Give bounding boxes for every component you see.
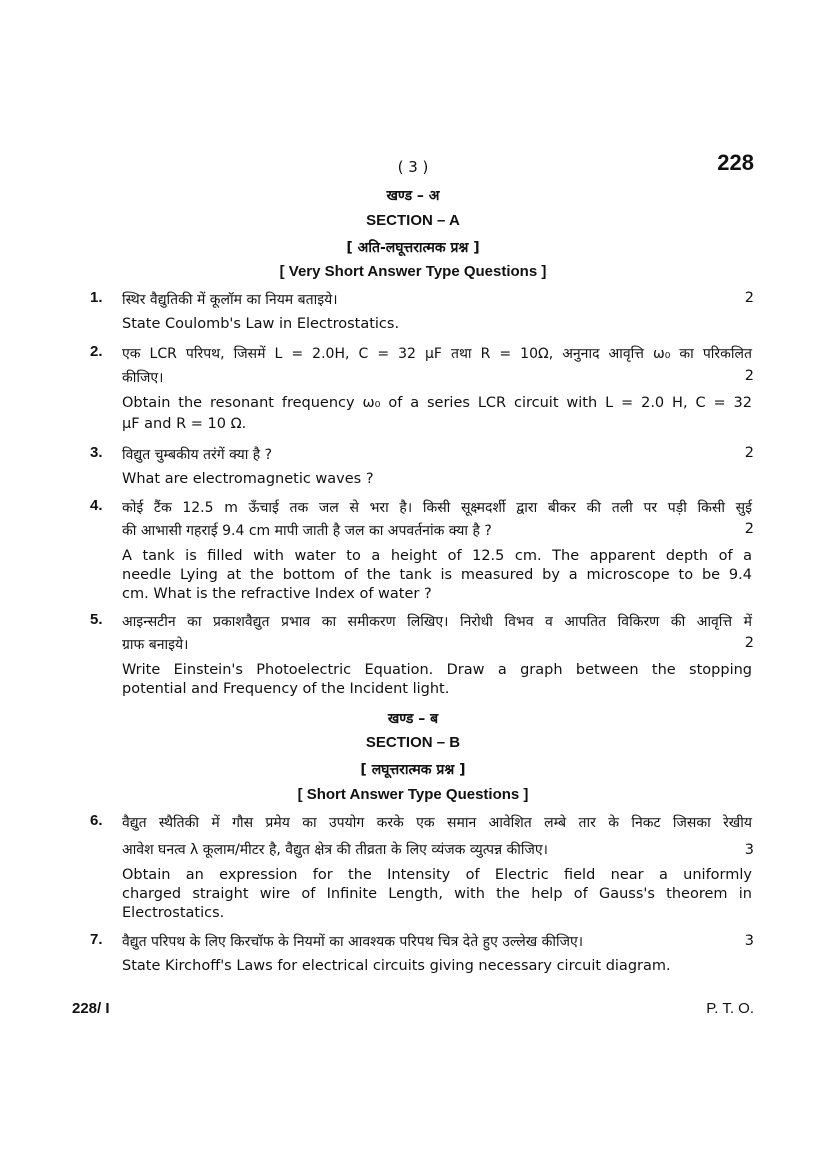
- question-marks: 2: [744, 445, 754, 461]
- question-number: 6.: [90, 812, 103, 829]
- question-english-line: Electrostatics.: [122, 905, 225, 921]
- question-english-line: What are electromagnetic waves ?: [122, 471, 374, 487]
- question-hindi-line: आइन्सटीन का प्रकाशवैद्युत प्रभाव का समीकरण लिखिए। निरोधी विभव व आपतित विकिरण की आवृत्ति में: [122, 614, 752, 630]
- question-hindi-line: आवेश घनत्व λ कूलाम/मीटर है, वैद्युत क्षेत्र की तीव्रता के लिए व्यंजक व्युत्पन्न कीजिए।: [122, 842, 548, 858]
- section-a-title: SECTION – A: [366, 212, 460, 229]
- question-english-line: cm. What is the refractive Index of water ?: [122, 586, 432, 602]
- question-marks: 3: [744, 842, 754, 858]
- section-b-type: [ Short Answer Type Questions ]: [297, 786, 529, 803]
- question-number: 5.: [90, 611, 103, 628]
- section-b-title: SECTION – B: [365, 734, 461, 751]
- section-a-hindi-title: खण्ड – अ: [386, 188, 440, 204]
- question-hindi-line: स्थिर वैद्युतिकी में कूलॉम का नियम बताइये।: [122, 292, 338, 308]
- question-hindi-line: की आभासी गहराई 9.4 cm मापी जाती है जल का अपवर्तनांक क्या है ?: [122, 523, 492, 539]
- question-marks: 2: [744, 521, 754, 537]
- question-number: 2.: [90, 343, 103, 360]
- question-hindi-line: कोई टैंक 12.5 m ऊँचाई तक जल से भरा है। किसी सूक्ष्मदर्शी द्वारा बीकर की तली पर पड़ी किसी सुई: [122, 500, 752, 516]
- question-english-line: charged straight wire of Infinite Length, with the help of Gauss's theorem in: [122, 886, 752, 902]
- question-number: 3.: [90, 444, 103, 461]
- question-hindi-line: वैद्युत स्थैतिकी में गौस प्रमेय का उपयोग करके एक समान आवेशित लम्बे तार के निकट जिसका रेखीय: [122, 815, 752, 831]
- question-number: 7.: [90, 931, 103, 948]
- section-b-hindi-type: [ लघूत्तरात्मक प्रश्न ]: [360, 762, 466, 778]
- page-number: ( 3 ): [397, 158, 429, 176]
- question-english-line: A tank is filled with water to a height of 12.5 cm. The apparent depth of a: [122, 548, 752, 564]
- paper-code: 228: [717, 150, 754, 175]
- footer-pto: P. T. O.: [706, 1000, 754, 1017]
- section-a-hindi-type: [ अति-लघूत्तरात्मक प्रश्न ]: [346, 240, 480, 256]
- question-number: 1.: [90, 289, 103, 306]
- question-hindi-line: विद्युत चुम्बकीय तरंगें क्या है ?: [122, 447, 273, 463]
- question-hindi-line: कीजिए।: [122, 370, 164, 386]
- question-marks: 2: [744, 635, 754, 651]
- question-marks: 2: [744, 368, 754, 384]
- question-hindi-line: वैद्युत परिपथ के लिए किरचॉफ के नियमों का आवश्यक परिपथ चित्र देते हुए उल्लेख कीजिए।: [122, 934, 584, 950]
- section-a-type: [ Very Short Answer Type Questions ]: [279, 263, 547, 280]
- question-english-line: State Coulomb's Law in Electrostatics.: [122, 316, 400, 332]
- question-english-line: potential and Frequency of the Incident light.: [122, 681, 450, 697]
- question-english-line: Obtain an expression for the Intensity of Electric field near a uniformly: [122, 867, 752, 883]
- question-english-line: Obtain the resonant frequency ω₀ of a series LCR circuit with L = 2.0 H, C = 32: [122, 395, 752, 411]
- footer-paper-code: 228/ I: [72, 1000, 110, 1017]
- question-english-line: μF and R = 10 Ω.: [122, 416, 247, 432]
- question-hindi-line: ग्राफ बनाइये।: [122, 637, 189, 653]
- question-english-line: needle Lying at the bottom of the tank is measured by a microscope to be 9.4: [122, 567, 752, 583]
- section-b-hindi-title: खण्ड – ब: [387, 711, 439, 727]
- question-english-line: Write Einstein's Photoelectric Equation. Draw a graph between the stopping: [122, 662, 752, 678]
- question-marks: 2: [744, 290, 754, 306]
- question-english-line: State Kirchoff's Laws for electrical circuits giving necessary circuit diagram.: [122, 958, 671, 974]
- question-number: 4.: [90, 497, 103, 514]
- question-marks: 3: [744, 933, 754, 949]
- question-hindi-line: एक LCR परिपथ, जिसमें L = 2.0H, C = 32 μF तथा R = 10Ω, अनुनाद आवृत्ति ω₀ का परिकलित: [122, 346, 752, 362]
